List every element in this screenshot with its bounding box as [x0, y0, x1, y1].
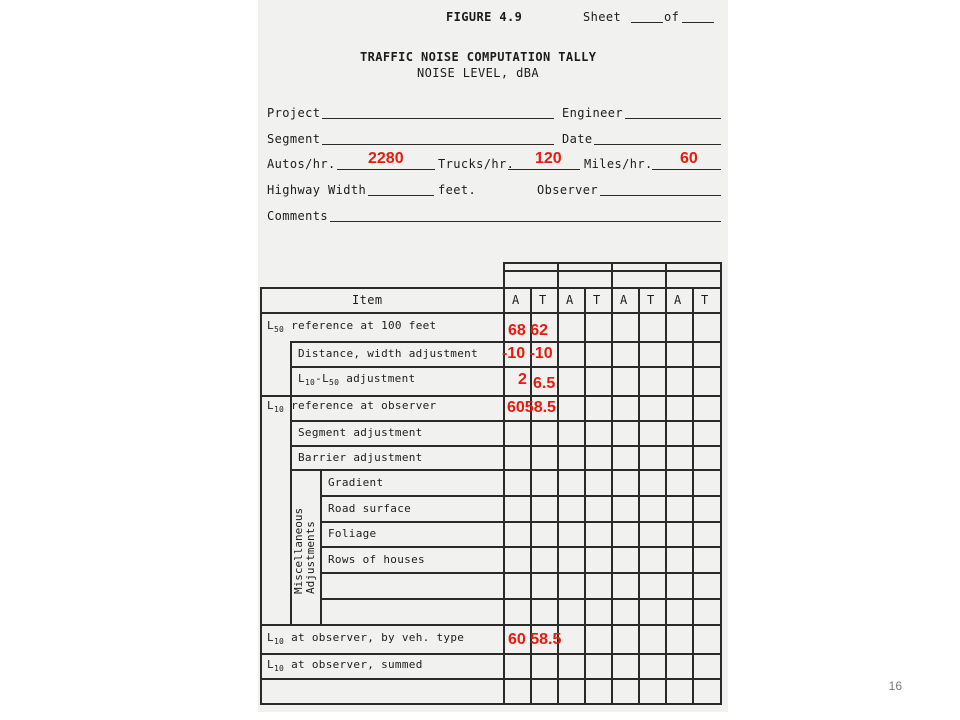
comments-label: Comments [267, 209, 328, 223]
value-l10-by-vehicle: 60 58.5 [508, 631, 562, 648]
column-header: T [593, 293, 601, 307]
trucks-value: 120 [535, 150, 562, 167]
value-l50-reference: 68 62 [508, 322, 549, 339]
date-label: Date [562, 132, 593, 146]
highway-width-field[interactable] [368, 195, 434, 196]
segment-label: Segment [267, 132, 321, 146]
miles-label: Miles/hr. [584, 157, 653, 171]
engineer-field[interactable] [625, 118, 721, 119]
project-field[interactable] [322, 118, 554, 119]
row-label-l10-by-vehicle: $L_{10}$ at observer, by veh. type [267, 631, 465, 646]
observer-label: Observer [537, 183, 598, 197]
row-label-gradient: Gradient [328, 476, 384, 489]
date-field[interactable] [594, 144, 721, 145]
autos-value: 2280 [368, 150, 404, 167]
miles-field[interactable] [652, 169, 721, 170]
trucks-field[interactable] [508, 169, 580, 170]
column-header: A [620, 293, 628, 307]
row-label-l50-reference: $L_{50}$ reference at 100 feet [267, 319, 437, 334]
sheet-total-field [682, 22, 714, 23]
column-header: T [647, 293, 655, 307]
trucks-label: Trucks/hr. [438, 157, 515, 171]
row-label-road-surface: Road surface [328, 502, 412, 515]
column-header: T [701, 293, 709, 307]
sheet-number-field [631, 22, 663, 23]
autos-label: Autos/hr. [267, 157, 336, 171]
row-label-barrier-adjustment: Barrier adjustment [298, 451, 423, 464]
column-header: A [566, 293, 574, 307]
row-label-foliage: Foliage [328, 527, 377, 540]
row-label-rows-of-houses: Rows of houses [328, 553, 425, 566]
column-header: A [512, 293, 520, 307]
page-number: 16 [888, 679, 902, 693]
observer-field[interactable] [600, 195, 721, 196]
value-l10-l50-auto: 2 [518, 371, 527, 388]
item-header: Item [352, 293, 383, 307]
highway-width-label: Highway Width [267, 183, 367, 197]
figure-label: FIGURE 4.9 [446, 10, 523, 24]
form-title: TRAFFIC NOISE COMPUTATION TALLY [360, 50, 597, 64]
feet-label: feet. [438, 183, 477, 197]
row-label-l10-summed: $L_{10}$ at observer, summed [267, 658, 423, 673]
row-label-l10-reference: $L_{10}$ reference at observer [267, 399, 437, 414]
engineer-label: Engineer [562, 106, 623, 120]
project-label: Project [267, 106, 321, 120]
value-l10-l50-truck: 6.5 [533, 375, 556, 392]
misc-adjustments-label: Miscellaneous Adjustments [292, 507, 317, 594]
comments-field[interactable] [330, 221, 721, 222]
row-label-distance-width: Distance, width adjustment [298, 347, 478, 360]
row-label-segment-adjustment: Segment adjustment [298, 426, 423, 439]
form-subtitle: NOISE LEVEL, dBA [417, 66, 539, 80]
autos-field[interactable] [337, 169, 435, 170]
sheet-label: Sheet [583, 10, 622, 24]
value-l10-reference: 6058.5 [507, 399, 556, 416]
segment-field[interactable] [322, 144, 554, 145]
row-label-l10-l50-adjustment: $L_{10}-L_{50}$ adjustment [298, 372, 416, 387]
column-header: A [674, 293, 682, 307]
sheet-of-label: of [664, 10, 680, 24]
value-distance-adjustment: -10 -10 [502, 345, 553, 362]
column-header: T [539, 293, 547, 307]
miles-value: 60 [680, 150, 698, 167]
